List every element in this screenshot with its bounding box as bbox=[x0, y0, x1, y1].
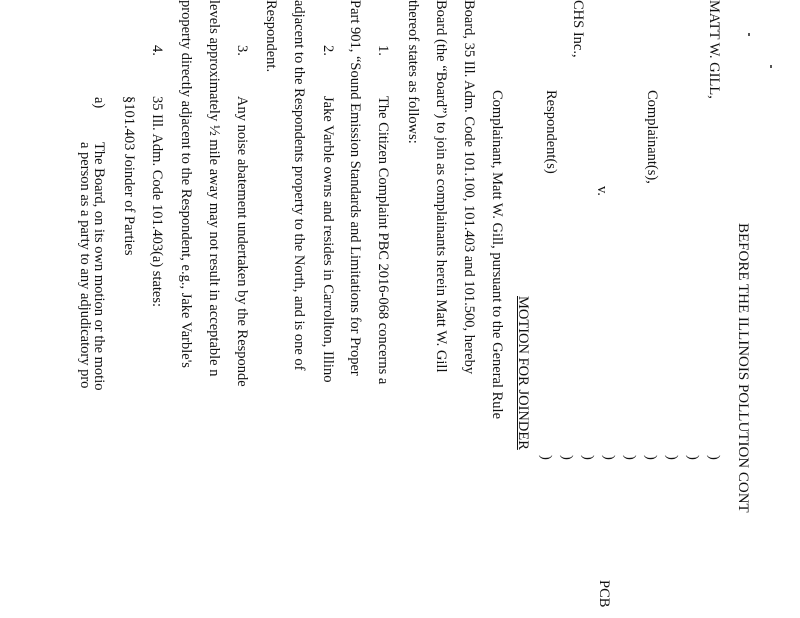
scan-speck bbox=[748, 33, 750, 36]
paragraph-number: 4. bbox=[149, 45, 165, 56]
case-number-label: PCB bbox=[596, 580, 612, 608]
paragraph-line: Respondent. bbox=[263, 0, 279, 73]
intro-line: Board (the “Board”) to join as complainants herein Matt W. Gill bbox=[433, 0, 449, 373]
paragraph-line: Jake Varble owns and resides in Carrollton, Illino bbox=[320, 96, 336, 383]
complainant-role: Complainant(s), bbox=[644, 90, 660, 184]
versus-label: v. bbox=[594, 186, 610, 196]
paragraph-line: adjacent to the Respondents property to the North, and is one of bbox=[291, 0, 307, 371]
intro-line: Board, 35 Ill. Adm. Code 101.100, 101.403 and 101.500, hereby bbox=[461, 0, 477, 375]
motion-heading: MOTION FOR JOINDER bbox=[515, 296, 531, 450]
respondent-role: Respondent(s) bbox=[543, 90, 559, 174]
caption-bracket: ) bbox=[538, 455, 554, 460]
document-title: BEFORE THE ILLINOIS POLLUTION CONT bbox=[735, 223, 751, 513]
complainant-name: MATT W. GILL, bbox=[706, 0, 722, 99]
quoted-rule-line: The Board, on its own motion or the motio bbox=[91, 142, 107, 391]
caption-bracket: ) bbox=[559, 455, 575, 460]
intro-line: thereof states as follows: bbox=[405, 0, 421, 144]
caption-bracket: ) bbox=[685, 455, 701, 460]
paragraph-line: 35 Ill. Adm. Code 101.403(a) states: bbox=[149, 96, 165, 308]
paragraph-line: levels approximately ½ mile away may not result in acceptable n bbox=[206, 0, 222, 377]
quoted-item-label: a) bbox=[91, 97, 107, 109]
caption-bracket: ) bbox=[664, 455, 680, 460]
intro-line: Complainant, Matt W. Gill, pursuant to the General Rule bbox=[489, 90, 505, 420]
caption-bracket: ) bbox=[622, 455, 638, 460]
paragraph-line: Any noise abatement undertaken by the Responde bbox=[234, 96, 250, 387]
paragraph-number: 3. bbox=[234, 45, 250, 56]
quoted-rule-heading: §101.403 Joinder of Parties bbox=[121, 96, 137, 256]
quoted-rule-line: a person as a party to any adjudicatory pro bbox=[77, 142, 93, 389]
paragraph-line: The Citizen Complaint PBC 2016-068 concerns a bbox=[375, 96, 391, 385]
paragraph-number: 2. bbox=[320, 45, 336, 56]
paragraph-line: Part 901, “Sound Emission Standards and Limitations for Proper bbox=[347, 0, 363, 376]
paragraph-number: 1. bbox=[375, 45, 391, 56]
respondent-name: CHS Inc., bbox=[570, 0, 586, 58]
paragraph-line: property directly adjacent to the Respondent, e.g., Jake Varble's bbox=[178, 0, 194, 368]
caption-bracket: ) bbox=[643, 455, 659, 460]
caption-bracket: ) bbox=[580, 455, 596, 460]
scan-speck bbox=[770, 65, 772, 68]
caption-bracket: ) bbox=[706, 455, 722, 460]
caption-bracket: ) bbox=[601, 455, 617, 460]
